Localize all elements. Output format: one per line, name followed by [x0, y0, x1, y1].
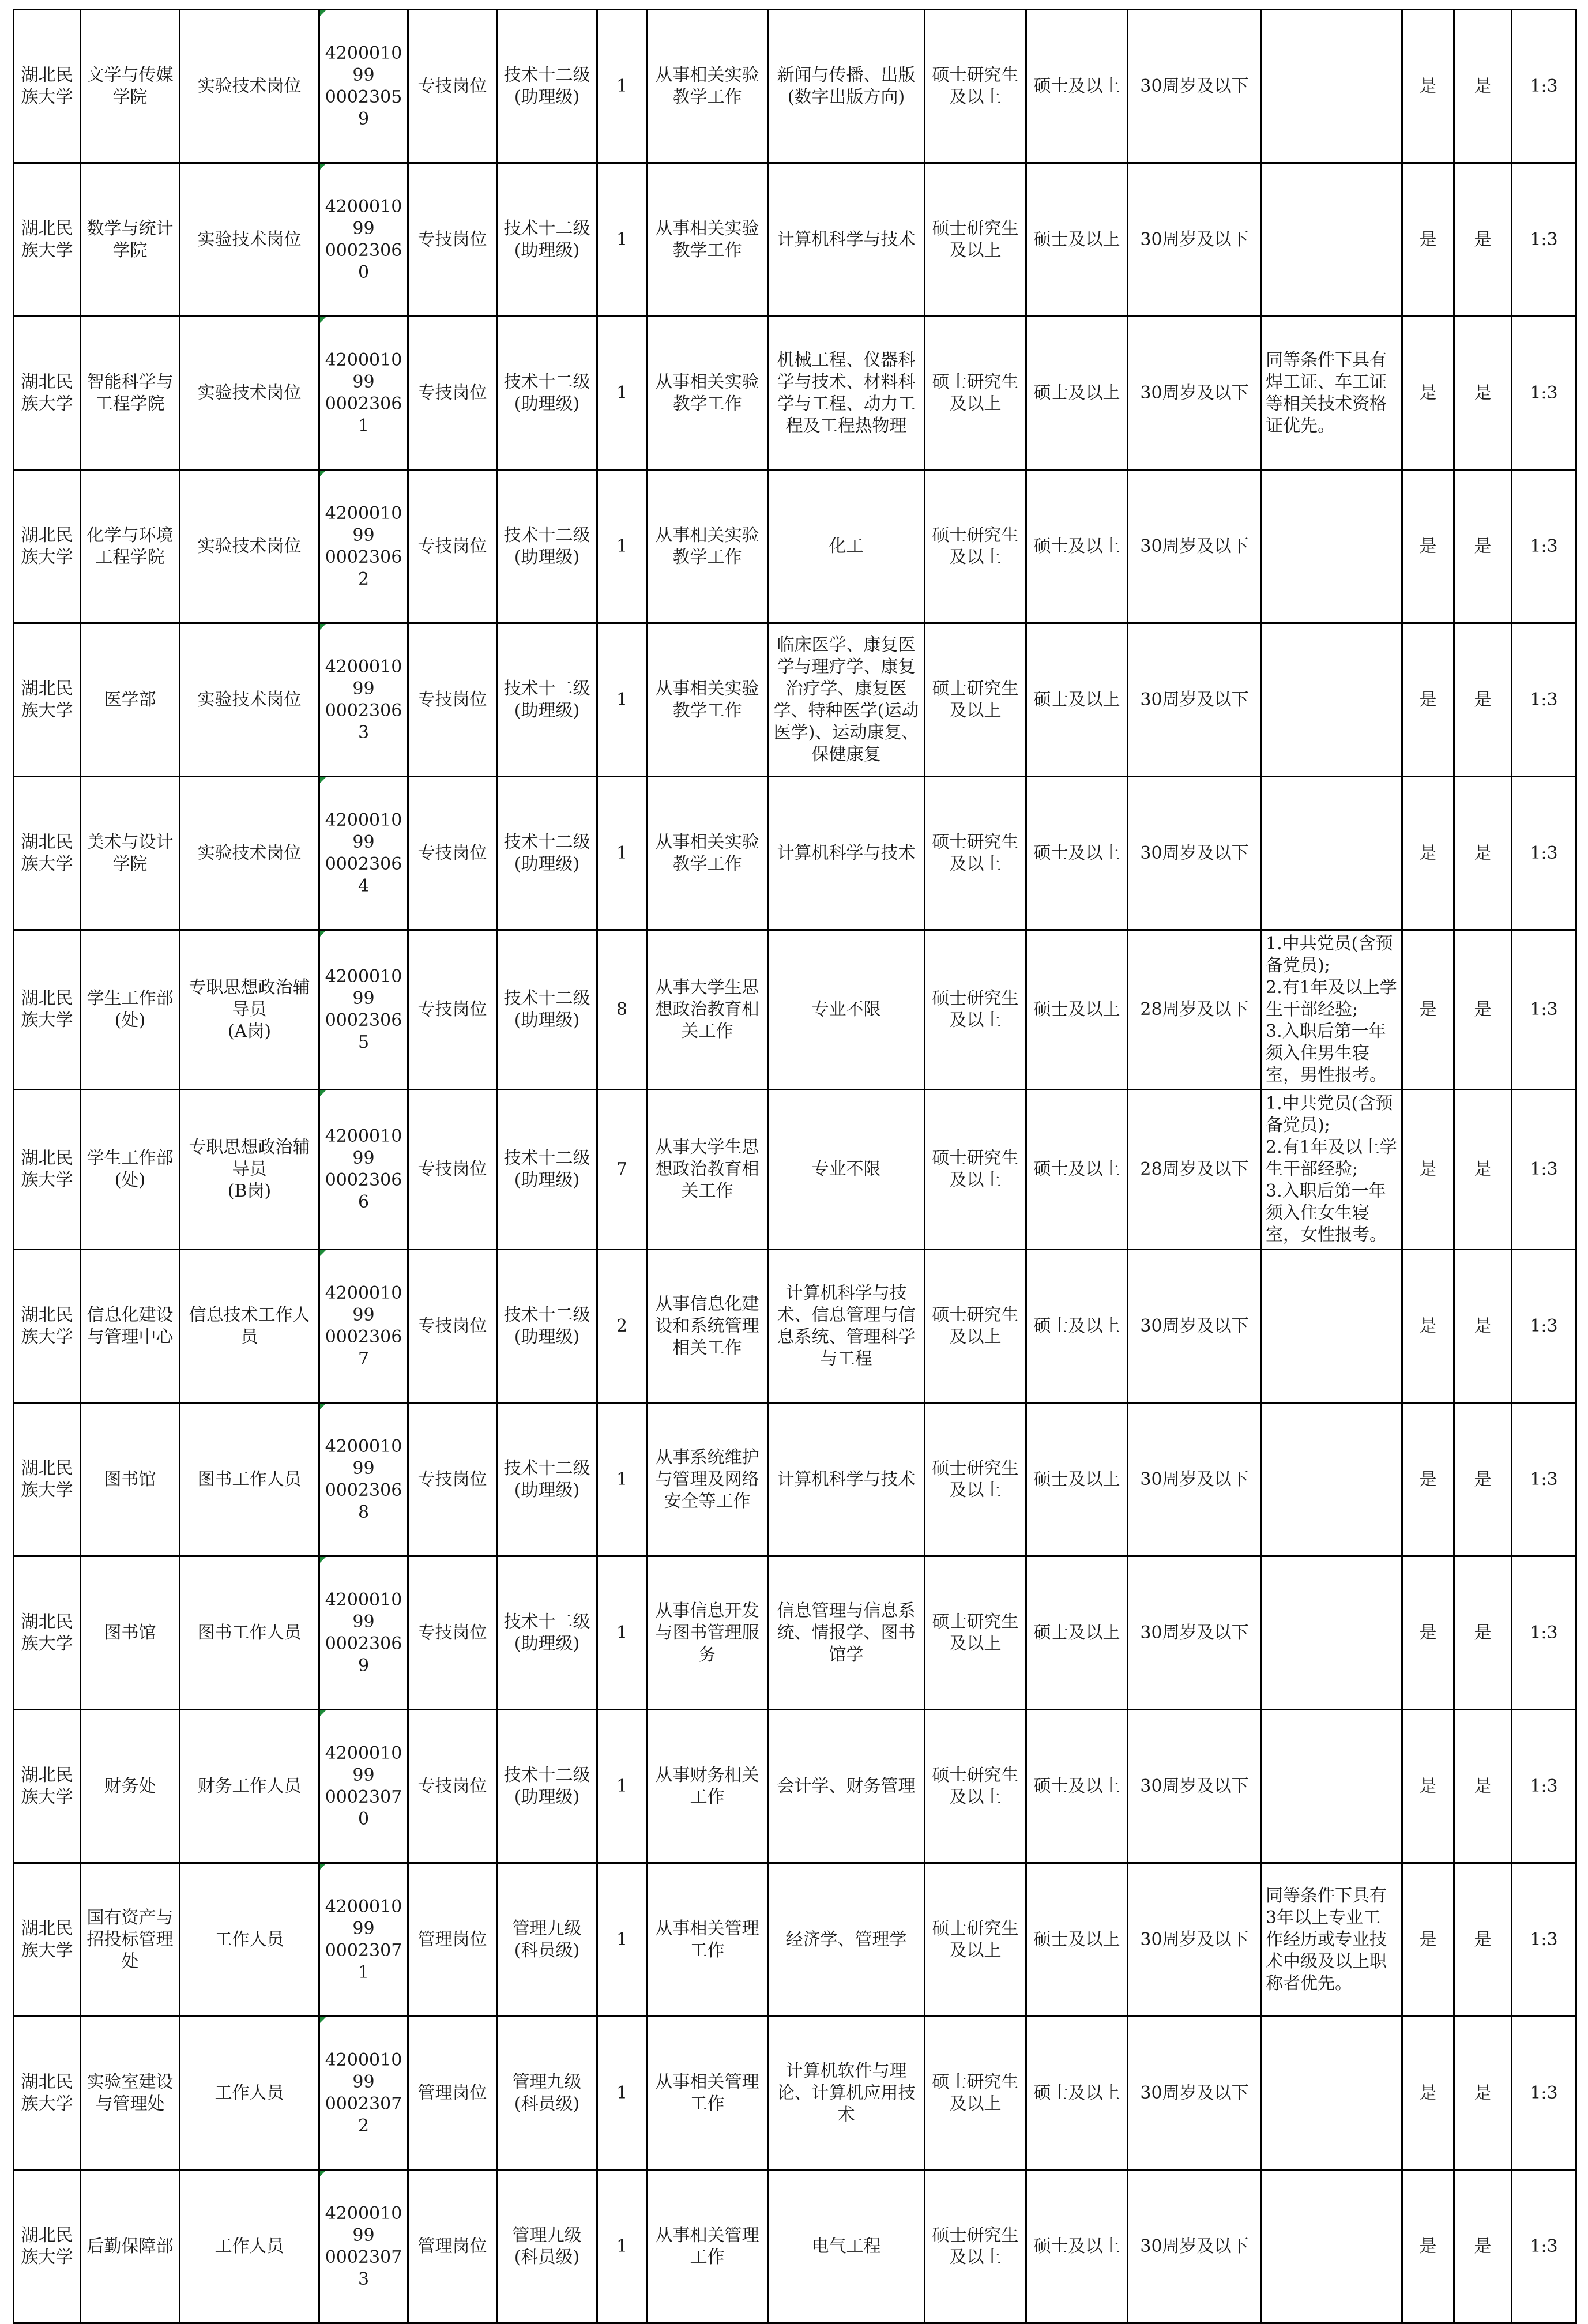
cell-post: 图书工作人员 — [180, 1556, 319, 1710]
cell-count: 1 — [597, 2170, 647, 2323]
cell-ratio: 1:3 — [1512, 1710, 1576, 1863]
cell-degree: 硕士及以上 — [1026, 1863, 1128, 2017]
cell-degree: 硕士及以上 — [1026, 623, 1128, 777]
cell-ratio: 1:3 — [1512, 470, 1576, 623]
cell-count: 1 — [597, 163, 647, 317]
cell-count: 1 — [597, 1863, 647, 2017]
cell-post: 实验技术岗位 — [180, 470, 319, 623]
cell-c2: 是 — [1454, 623, 1512, 777]
cell-dept: 图书馆 — [81, 1403, 180, 1556]
cell-dept: 实验室建设与管理处 — [81, 2017, 180, 2170]
cell-count: 1 — [597, 1403, 647, 1556]
cell-category: 专技岗位 — [408, 930, 497, 1090]
cell-other — [1262, 1250, 1402, 1403]
cell-code: 420001099 00023067 — [319, 1250, 408, 1403]
cell-age: 28周岁及以下 — [1128, 930, 1262, 1090]
cell-unit: 湖北民族大学 — [14, 1556, 81, 1710]
cell-category: 专技岗位 — [408, 1403, 497, 1556]
cell-age: 28周岁及以下 — [1128, 1090, 1262, 1250]
cell-major: 专业不限 — [768, 1090, 925, 1250]
cell-duty: 从事系统维护与管理及网络安全等工作 — [647, 1403, 768, 1556]
cell-code: 420001099 00023070 — [319, 1710, 408, 1863]
cell-age: 30周岁及以下 — [1128, 10, 1262, 163]
table-row — [14, 1710, 1576, 1863]
cell-code: 420001099 00023071 — [319, 1863, 408, 2017]
cell-major: 机械工程、仪器科学与技术、材料科学与工程、动力工程及工程热物理 — [768, 317, 925, 470]
table-row — [14, 1863, 1576, 2017]
cell-other — [1262, 163, 1402, 317]
cell-level: 技术十二级 (助理级) — [497, 1250, 597, 1403]
cell-degree: 硕士及以上 — [1026, 1710, 1128, 1863]
cell-unit: 湖北民族大学 — [14, 777, 81, 930]
cell-unit: 湖北民族大学 — [14, 1710, 81, 1863]
cell-c1: 是 — [1402, 1250, 1454, 1403]
table-row — [14, 1556, 1576, 1710]
cell-code: 420001099 00023066 — [319, 1090, 408, 1250]
cell-major: 信息管理与信息系统、情报学、图书馆学 — [768, 1556, 925, 1710]
cell-edu: 硕士研究生及以上 — [925, 2017, 1026, 2170]
cell-c2: 是 — [1454, 1863, 1512, 2017]
table-row — [14, 930, 1576, 1090]
cell-category: 专技岗位 — [408, 1556, 497, 1710]
cell-age: 30周岁及以下 — [1128, 623, 1262, 777]
cell-age: 30周岁及以下 — [1128, 1250, 1262, 1403]
cell-degree: 硕士及以上 — [1026, 1250, 1128, 1403]
cell-post: 工作人员 — [180, 1863, 319, 2017]
cell-post: 实验技术岗位 — [180, 777, 319, 930]
cell-count: 1 — [597, 1556, 647, 1710]
cell-dept: 医学部 — [81, 623, 180, 777]
cell-count: 1 — [597, 1710, 647, 1863]
cell-dept: 学生工作部(处) — [81, 930, 180, 1090]
cell-c1: 是 — [1402, 10, 1454, 163]
cell-major: 化工 — [768, 470, 925, 623]
cell-level: 管理九级 (科员级) — [497, 2017, 597, 2170]
cell-category: 专技岗位 — [408, 777, 497, 930]
cell-level: 技术十二级 (助理级) — [497, 1556, 597, 1710]
table-row — [14, 1090, 1576, 1250]
cell-duty: 从事相关实验教学工作 — [647, 317, 768, 470]
cell-category: 专技岗位 — [408, 1710, 497, 1863]
cell-age: 30周岁及以下 — [1128, 1710, 1262, 1863]
cell-level: 管理九级 (科员级) — [497, 2170, 597, 2323]
cell-unit: 湖北民族大学 — [14, 1090, 81, 1250]
cell-post: 实验技术岗位 — [180, 317, 319, 470]
cell-level: 技术十二级 (助理级) — [497, 317, 597, 470]
table-row — [14, 1250, 1576, 1403]
cell-code: 420001099 00023068 — [319, 1403, 408, 1556]
cell-major: 专业不限 — [768, 930, 925, 1090]
cell-c1: 是 — [1402, 470, 1454, 623]
cell-level: 技术十二级 (助理级) — [497, 930, 597, 1090]
cell-ratio: 1:3 — [1512, 2170, 1576, 2323]
cell-code: 420001099 00023065 — [319, 930, 408, 1090]
table-row — [14, 470, 1576, 623]
cell-code: 420001099 00023063 — [319, 623, 408, 777]
cell-post: 实验技术岗位 — [180, 10, 319, 163]
cell-category: 管理岗位 — [408, 2017, 497, 2170]
cell-code: 420001099 00023072 — [319, 2017, 408, 2170]
cell-major: 计算机科学与技术 — [768, 163, 925, 317]
cell-other: 1.中共党员(含预备党员); 2.有1年及以上学生干部经验; 3.入职后第一年须入住女生寝室，女性报考。 — [1262, 1090, 1402, 1250]
cell-unit: 湖北民族大学 — [14, 1863, 81, 2017]
cell-c1: 是 — [1402, 1403, 1454, 1556]
cell-post: 工作人员 — [180, 2170, 319, 2323]
cell-unit: 湖北民族大学 — [14, 2017, 81, 2170]
cell-other — [1262, 777, 1402, 930]
cell-age: 30周岁及以下 — [1128, 163, 1262, 317]
cell-ratio: 1:3 — [1512, 777, 1576, 930]
cell-major: 电气工程 — [768, 2170, 925, 2323]
cell-ratio: 1:3 — [1512, 163, 1576, 317]
cell-major: 会计学、财务管理 — [768, 1710, 925, 1863]
cell-ratio: 1:3 — [1512, 1556, 1576, 1710]
cell-count: 8 — [597, 930, 647, 1090]
cell-dept: 智能科学与工程学院 — [81, 317, 180, 470]
cell-degree: 硕士及以上 — [1026, 10, 1128, 163]
cell-dept: 化学与环境工程学院 — [81, 470, 180, 623]
cell-category: 管理岗位 — [408, 1863, 497, 2017]
cell-duty: 从事相关管理工作 — [647, 2170, 768, 2323]
cell-degree: 硕士及以上 — [1026, 2017, 1128, 2170]
cell-count: 2 — [597, 1250, 647, 1403]
cell-age: 30周岁及以下 — [1128, 1863, 1262, 2017]
cell-duty: 从事信息化建设和系统管理相关工作 — [647, 1250, 768, 1403]
cell-ratio: 1:3 — [1512, 1250, 1576, 1403]
cell-level: 技术十二级 (助理级) — [497, 777, 597, 930]
cell-c2: 是 — [1454, 163, 1512, 317]
cell-major: 计算机科学与技术、信息管理与信息系统、管理科学与工程 — [768, 1250, 925, 1403]
cell-count: 1 — [597, 317, 647, 470]
cell-duty: 从事财务相关工作 — [647, 1710, 768, 1863]
cell-duty: 从事相关管理工作 — [647, 2017, 768, 2170]
cell-category: 专技岗位 — [408, 163, 497, 317]
cell-post: 专职思想政治辅导员 (B岗) — [180, 1090, 319, 1250]
cell-degree: 硕士及以上 — [1026, 930, 1128, 1090]
cell-level: 技术十二级 (助理级) — [497, 10, 597, 163]
cell-other — [1262, 10, 1402, 163]
table-row — [14, 163, 1576, 317]
cell-code: 420001099 00023060 — [319, 163, 408, 317]
cell-other: 同等条件下具有3年以上专业工作经历或专业技术中级及以上职称者优先。 — [1262, 1863, 1402, 2017]
cell-c2: 是 — [1454, 777, 1512, 930]
cell-dept: 后勤保障部 — [81, 2170, 180, 2323]
cell-c1: 是 — [1402, 777, 1454, 930]
cell-major: 计算机科学与技术 — [768, 777, 925, 930]
cell-edu: 硕士研究生及以上 — [925, 1250, 1026, 1403]
cell-dept: 图书馆 — [81, 1556, 180, 1710]
cell-category: 专技岗位 — [408, 317, 497, 470]
cell-edu: 硕士研究生及以上 — [925, 777, 1026, 930]
cell-code: 420001099 00023073 — [319, 2170, 408, 2323]
cell-ratio: 1:3 — [1512, 317, 1576, 470]
cell-category: 专技岗位 — [408, 1250, 497, 1403]
table-row — [14, 10, 1576, 163]
cell-major: 经济学、管理学 — [768, 1863, 925, 2017]
cell-post: 信息技术工作人员 — [180, 1250, 319, 1403]
cell-other — [1262, 2017, 1402, 2170]
cell-edu: 硕士研究生及以上 — [925, 1556, 1026, 1710]
cell-c2: 是 — [1454, 930, 1512, 1090]
cell-post: 工作人员 — [180, 2017, 319, 2170]
cell-ratio: 1:3 — [1512, 930, 1576, 1090]
cell-duty: 从事大学生思想政治教育相关工作 — [647, 930, 768, 1090]
cell-count: 1 — [597, 623, 647, 777]
cell-level: 技术十二级 (助理级) — [497, 1403, 597, 1556]
cell-code: 420001099 00023059 — [319, 10, 408, 163]
cell-c1: 是 — [1402, 1710, 1454, 1863]
cell-count: 7 — [597, 1090, 647, 1250]
cell-level: 技术十二级 (助理级) — [497, 623, 597, 777]
table-body — [14, 10, 1576, 2323]
cell-age: 30周岁及以下 — [1128, 317, 1262, 470]
cell-other — [1262, 470, 1402, 623]
cell-age: 30周岁及以下 — [1128, 777, 1262, 930]
cell-duty: 从事相关实验教学工作 — [647, 470, 768, 623]
cell-category: 专技岗位 — [408, 623, 497, 777]
cell-c2: 是 — [1454, 1556, 1512, 1710]
cell-other — [1262, 2170, 1402, 2323]
cell-age: 30周岁及以下 — [1128, 1556, 1262, 1710]
cell-post: 专职思想政治辅导员 (A岗) — [180, 930, 319, 1090]
cell-post: 实验技术岗位 — [180, 163, 319, 317]
cell-major: 临床医学、康复医学与理疗学、康复治疗学、康复医学、特种医学(运动医学)、运动康复、保健康复 — [768, 623, 925, 777]
cell-code: 420001099 00023062 — [319, 470, 408, 623]
table-row — [14, 2017, 1576, 2170]
cell-level: 技术十二级 (助理级) — [497, 1710, 597, 1863]
recruitment-table-sheet — [13, 9, 1575, 2311]
cell-count: 1 — [597, 10, 647, 163]
cell-category: 专技岗位 — [408, 10, 497, 163]
cell-category: 专技岗位 — [408, 1090, 497, 1250]
cell-post: 实验技术岗位 — [180, 623, 319, 777]
cell-duty: 从事相关实验教学工作 — [647, 163, 768, 317]
cell-duty: 从事相关实验教学工作 — [647, 623, 768, 777]
cell-duty: 从事信息开发与图书管理服务 — [647, 1556, 768, 1710]
cell-other — [1262, 1556, 1402, 1710]
cell-degree: 硕士及以上 — [1026, 163, 1128, 317]
cell-c2: 是 — [1454, 2017, 1512, 2170]
cell-unit: 湖北民族大学 — [14, 930, 81, 1090]
cell-other — [1262, 623, 1402, 777]
cell-c2: 是 — [1454, 1090, 1512, 1250]
cell-duty: 从事相关实验教学工作 — [647, 10, 768, 163]
cell-degree: 硕士及以上 — [1026, 1403, 1128, 1556]
cell-c2: 是 — [1454, 317, 1512, 470]
cell-count: 1 — [597, 2017, 647, 2170]
cell-degree: 硕士及以上 — [1026, 777, 1128, 930]
cell-edu: 硕士研究生及以上 — [925, 163, 1026, 317]
cell-edu: 硕士研究生及以上 — [925, 1710, 1026, 1863]
cell-ratio: 1:3 — [1512, 1090, 1576, 1250]
cell-level: 技术十二级 (助理级) — [497, 1090, 597, 1250]
cell-age: 30周岁及以下 — [1128, 2170, 1262, 2323]
cell-c1: 是 — [1402, 2017, 1454, 2170]
cell-degree: 硕士及以上 — [1026, 317, 1128, 470]
cell-other: 同等条件下具有焊工证、车工证等相关技术资格证优先。 — [1262, 317, 1402, 470]
cell-degree: 硕士及以上 — [1026, 1556, 1128, 1710]
cell-unit: 湖北民族大学 — [14, 317, 81, 470]
cell-ratio: 1:3 — [1512, 1403, 1576, 1556]
cell-code: 420001099 00023061 — [319, 317, 408, 470]
cell-age: 30周岁及以下 — [1128, 2017, 1262, 2170]
cell-major: 计算机软件与理论、计算机应用技术 — [768, 2017, 925, 2170]
cell-edu: 硕士研究生及以上 — [925, 1403, 1026, 1556]
cell-unit: 湖北民族大学 — [14, 1250, 81, 1403]
cell-dept: 财务处 — [81, 1710, 180, 1863]
cell-level: 技术十二级 (助理级) — [497, 470, 597, 623]
cell-duty: 从事相关管理工作 — [647, 1863, 768, 2017]
cell-post: 财务工作人员 — [180, 1710, 319, 1863]
cell-c2: 是 — [1454, 10, 1512, 163]
cell-level: 管理九级 (科员级) — [497, 1863, 597, 2017]
cell-ratio: 1:3 — [1512, 1863, 1576, 2017]
cell-unit: 湖北民族大学 — [14, 163, 81, 317]
cell-count: 1 — [597, 777, 647, 930]
cell-c2: 是 — [1454, 1403, 1512, 1556]
cell-edu: 硕士研究生及以上 — [925, 1090, 1026, 1250]
table-row — [14, 1403, 1576, 1556]
cell-edu: 硕士研究生及以上 — [925, 470, 1026, 623]
cell-dept: 数学与统计学院 — [81, 163, 180, 317]
cell-degree: 硕士及以上 — [1026, 1090, 1128, 1250]
cell-unit: 湖北民族大学 — [14, 10, 81, 163]
cell-unit: 湖北民族大学 — [14, 470, 81, 623]
cell-other — [1262, 1403, 1402, 1556]
cell-dept: 美术与设计学院 — [81, 777, 180, 930]
cell-code: 420001099 00023064 — [319, 777, 408, 930]
cell-category: 管理岗位 — [408, 2170, 497, 2323]
cell-level: 技术十二级 (助理级) — [497, 163, 597, 317]
cell-c2: 是 — [1454, 2170, 1512, 2323]
cell-dept: 文学与传媒学院 — [81, 10, 180, 163]
cell-unit: 湖北民族大学 — [14, 2170, 81, 2323]
cell-code: 420001099 00023069 — [319, 1556, 408, 1710]
cell-edu: 硕士研究生及以上 — [925, 1863, 1026, 2017]
cell-major: 计算机科学与技术 — [768, 1403, 925, 1556]
cell-c1: 是 — [1402, 163, 1454, 317]
cell-unit: 湖北民族大学 — [14, 623, 81, 777]
cell-other: 1.中共党员(含预备党员); 2.有1年及以上学生干部经验; 3.入职后第一年须入住男生寝室，男性报考。 — [1262, 930, 1402, 1090]
cell-c1: 是 — [1402, 930, 1454, 1090]
cell-degree: 硕士及以上 — [1026, 2170, 1128, 2323]
cell-post: 图书工作人员 — [180, 1403, 319, 1556]
recruitment-table — [13, 9, 1577, 2324]
cell-major: 新闻与传播、出版 (数字出版方向) — [768, 10, 925, 163]
cell-c1: 是 — [1402, 2170, 1454, 2323]
table-row — [14, 2170, 1576, 2323]
cell-c2: 是 — [1454, 1710, 1512, 1863]
cell-ratio: 1:3 — [1512, 10, 1576, 163]
cell-ratio: 1:3 — [1512, 2017, 1576, 2170]
cell-other — [1262, 1710, 1402, 1863]
cell-duty: 从事大学生思想政治教育相关工作 — [647, 1090, 768, 1250]
cell-degree: 硕士及以上 — [1026, 470, 1128, 623]
cell-ratio: 1:3 — [1512, 623, 1576, 777]
cell-c1: 是 — [1402, 317, 1454, 470]
cell-c2: 是 — [1454, 1250, 1512, 1403]
cell-age: 30周岁及以下 — [1128, 470, 1262, 623]
cell-edu: 硕士研究生及以上 — [925, 930, 1026, 1090]
cell-age: 30周岁及以下 — [1128, 1403, 1262, 1556]
cell-dept: 信息化建设与管理中心 — [81, 1250, 180, 1403]
table-row — [14, 317, 1576, 470]
cell-c2: 是 — [1454, 470, 1512, 623]
cell-count: 1 — [597, 470, 647, 623]
cell-dept: 国有资产与招投标管理处 — [81, 1863, 180, 2017]
cell-dept: 学生工作部(处) — [81, 1090, 180, 1250]
cell-edu: 硕士研究生及以上 — [925, 10, 1026, 163]
table-row — [14, 777, 1576, 930]
cell-duty: 从事相关实验教学工作 — [647, 777, 768, 930]
cell-c1: 是 — [1402, 1090, 1454, 1250]
cell-edu: 硕士研究生及以上 — [925, 623, 1026, 777]
cell-category: 专技岗位 — [408, 470, 497, 623]
cell-edu: 硕士研究生及以上 — [925, 2170, 1026, 2323]
cell-edu: 硕士研究生及以上 — [925, 317, 1026, 470]
cell-c1: 是 — [1402, 1863, 1454, 2017]
cell-unit: 湖北民族大学 — [14, 1403, 81, 1556]
cell-c1: 是 — [1402, 1556, 1454, 1710]
table-row — [14, 623, 1576, 777]
cell-c1: 是 — [1402, 623, 1454, 777]
